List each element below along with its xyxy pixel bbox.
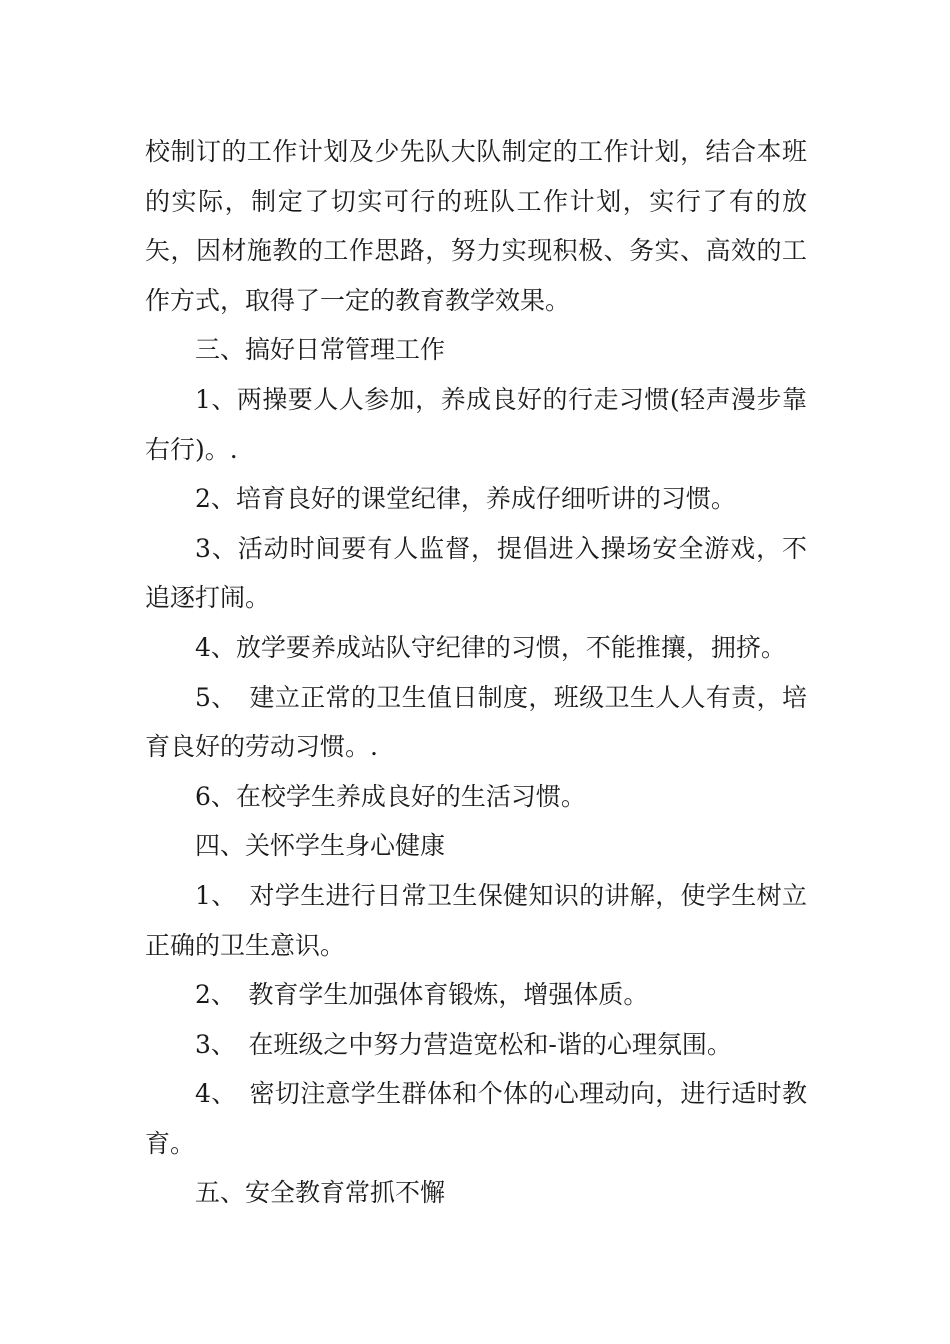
section-heading-4: 四、关怀学生身心健康 xyxy=(195,831,446,861)
list-item-4-1: 1、 对学生进行日常卫生保健知识的讲解，使学生树立正确的卫生意识。 xyxy=(145,880,807,960)
list-item-4-2: 2、 教育学生加强体育锻炼，增强体质。 xyxy=(195,980,649,1010)
list-item-3-6: 6、在校学生养成良好的生活习惯。 xyxy=(195,781,586,811)
list-item-4-4: 4、 密切注意学生群体和个体的心理动向，进行适时教育。 xyxy=(145,1079,807,1158)
list-item-3-3: 3、活动时间要有人监督，提倡进入操场安全游戏，不追逐打闹。 xyxy=(145,533,807,613)
list-item-3-2: 2、培育良好的课堂纪律，养成仔细听讲的习惯。 xyxy=(195,484,736,514)
list-item-3-5: 5、 建立正常的卫生值日制度，班级卫生人人有责，培育良好的劳动习惯。. xyxy=(145,682,807,762)
section-heading-3: 三、搞好日常管理工作 xyxy=(195,335,446,365)
list-item-3-1: 1、两操要人人参加，养成良好的行走习惯(轻声漫步靠右行)。. xyxy=(145,384,807,464)
section-heading-5: 五、安全教育常抓不懈 xyxy=(195,1178,446,1208)
paragraph-continuation: 校制订的工作计划及少先队大队制定的工作计划，结合本班的实际，制定了切实可行的班队工作计划，实行了有的放矢，因材施教的工作思路，努力实现积极、务实、高效的工作方式，取得了一定的教育教学效果。 xyxy=(145,137,807,315)
list-item-3-4: 4、放学要养成站队守纪律的习惯，不能推攘，拥挤。 xyxy=(195,632,786,662)
list-item-4-3: 3、 在班级之中努力营造宽松和-谐的心理氛围。 xyxy=(195,1029,732,1059)
document-body xyxy=(145,127,807,1218)
